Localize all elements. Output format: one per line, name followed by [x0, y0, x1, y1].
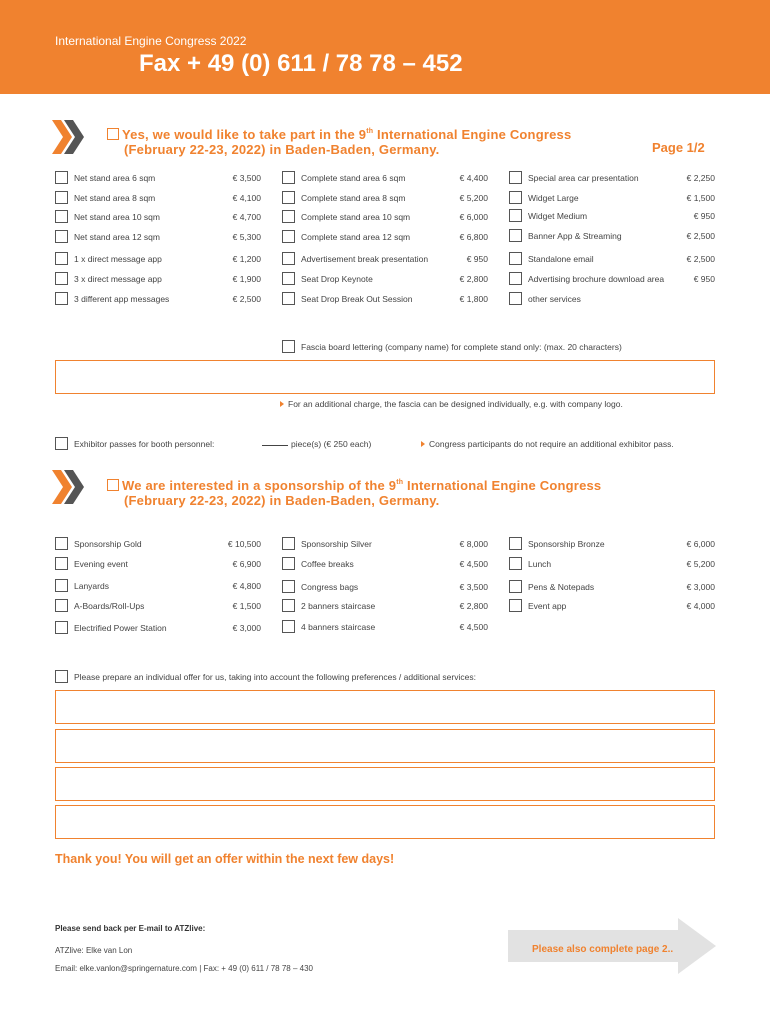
exhibitor-passes-option[interactable]: Exhibitor passes for booth personnel:	[55, 437, 255, 451]
participation-checkbox[interactable]	[107, 128, 119, 140]
checkbox[interactable]	[282, 210, 295, 223]
option-item[interactable]: Net stand area 10 sqm € 4,700	[55, 210, 261, 224]
checkbox[interactable]	[55, 272, 68, 285]
sponsor-item[interactable]: 4 banners staircase € 4,500	[282, 620, 488, 634]
checkbox[interactable]	[282, 171, 295, 184]
option-item[interactable]: Widget Medium € 950	[509, 209, 715, 223]
individual-offer-option[interactable]: Please prepare an individual offer for us, taking into account the following preferences / additional services:	[55, 670, 715, 684]
checkbox[interactable]	[509, 292, 522, 305]
checkbox[interactable]	[509, 171, 522, 184]
sponsor-item[interactable]: Sponsorship Gold € 10,500	[55, 537, 261, 551]
option-item[interactable]: Banner App & Streaming € 2,500	[509, 229, 715, 243]
checkbox[interactable]	[55, 537, 68, 550]
conference-name: International Engine Congress 2022	[55, 34, 247, 48]
sponsorship-checkbox[interactable]	[107, 479, 119, 491]
checkbox[interactable]	[282, 557, 295, 570]
sponsor-item[interactable]: A-Boards/Roll-Ups € 1,500	[55, 599, 261, 613]
checkbox[interactable]	[509, 537, 522, 550]
fax-number: Fax + 49 (0) 611 / 78 78 – 452	[139, 50, 463, 77]
option-item[interactable]: Special area car presentation € 2,250	[509, 171, 715, 185]
thank-you-message: Thank you! You will get an offer within the next few days!	[55, 852, 395, 866]
contact-name: ATZlive: Elke van Lon	[55, 946, 133, 955]
chevron-arrows-icon	[52, 470, 86, 504]
complete-page2-label: Please also complete page 2..	[532, 944, 674, 955]
option-item[interactable]: Complete stand area 10 sqm € 6,000	[282, 210, 488, 224]
sponsor-item[interactable]: Lanyards € 4,800	[55, 579, 261, 593]
send-back-title: Please send back per E-mail to ATZlive:	[55, 924, 206, 933]
checkbox[interactable]	[509, 252, 522, 265]
option-item[interactable]: Seat Drop Keynote € 2,800	[282, 272, 488, 286]
checkbox[interactable]	[509, 599, 522, 612]
sponsor-item[interactable]: Sponsorship Bronze € 6,000	[509, 537, 715, 551]
option-item[interactable]: Widget Large € 1,500	[509, 191, 715, 205]
preferences-input-1[interactable]	[55, 690, 715, 724]
option-item[interactable]: Seat Drop Break Out Session € 1,800	[282, 292, 488, 306]
sponsor-item[interactable]: Sponsorship Silver € 8,000	[282, 537, 488, 551]
checkbox[interactable]	[509, 557, 522, 570]
checkbox[interactable]	[509, 209, 522, 222]
option-item[interactable]: Complete stand area 8 sqm € 5,200	[282, 191, 488, 205]
checkbox[interactable]	[282, 537, 295, 550]
option-item[interactable]: 3 different app messages € 2,500	[55, 292, 261, 306]
checkbox[interactable]	[282, 252, 295, 265]
checkbox[interactable]	[55, 252, 68, 265]
checkbox[interactable]	[282, 191, 295, 204]
checkbox[interactable]	[55, 437, 68, 450]
sponsor-item[interactable]: Event app € 4,000	[509, 599, 715, 613]
sponsor-item[interactable]: Congress bags € 3,500	[282, 580, 488, 594]
fascia-option[interactable]: Fascia board lettering (company name) for complete stand only: (max. 20 characters)	[282, 340, 712, 354]
checkbox[interactable]	[55, 557, 68, 570]
option-item[interactable]: Net stand area 12 sqm € 5,300	[55, 230, 261, 244]
option-item[interactable]: 3 x direct message app € 1,900	[55, 272, 261, 286]
checkbox[interactable]	[55, 670, 68, 683]
checkbox[interactable]	[55, 292, 68, 305]
chevron-arrows-icon	[52, 120, 86, 154]
checkbox[interactable]	[282, 580, 295, 593]
checkbox[interactable]	[282, 292, 295, 305]
option-item[interactable]: 1 x direct message app € 1,200	[55, 252, 261, 266]
option-item[interactable]: Advertisement break presentation € 950	[282, 252, 488, 266]
checkbox[interactable]	[55, 599, 68, 612]
checkbox[interactable]	[509, 191, 522, 204]
checkbox[interactable]	[55, 210, 68, 223]
sponsor-item[interactable]: Pens & Notepads € 3,000	[509, 580, 715, 594]
header-banner	[0, 0, 770, 94]
checkbox[interactable]	[282, 620, 295, 633]
checkbox[interactable]	[55, 191, 68, 204]
option-item[interactable]: Standalone email € 2,500	[509, 252, 715, 266]
option-item[interactable]: Advertising brochure download area € 950	[509, 272, 715, 286]
option-item[interactable]: Net stand area 8 sqm € 4,100	[55, 191, 261, 205]
section-sponsorship-title: We are interested in a sponsorship of the 9th International Engine Congress (February 22-23, 2022) in Baden-Baden, Germany.	[107, 475, 601, 508]
checkbox[interactable]	[55, 171, 68, 184]
fascia-note: For an additional charge, the fascia can be designed individually, e.g. with company logo.	[280, 399, 623, 409]
contact-email: Email: elke.vanlon@springernature.com | Fax: + 49 (0) 611 / 78 78 – 430	[55, 964, 313, 973]
sponsor-item[interactable]: Electrified Power Station € 3,000	[55, 621, 261, 635]
section-participation-title: Yes, we would like to take part in the 9th International Engine Congress (February 22-23, 2022) in Baden-Baden, Germany.	[107, 124, 571, 157]
checkbox[interactable]	[282, 340, 295, 353]
checkbox[interactable]	[55, 230, 68, 243]
preferences-input-2[interactable]	[55, 729, 715, 763]
option-item[interactable]: Complete stand area 6 sqm € 4,400	[282, 171, 488, 185]
preferences-input-4[interactable]	[55, 805, 715, 839]
sponsor-item[interactable]: Coffee breaks € 4,500	[282, 557, 488, 571]
checkbox[interactable]	[55, 621, 68, 634]
option-item[interactable]: Complete stand area 12 sqm € 6,800	[282, 230, 488, 244]
option-item[interactable]: Net stand area 6 sqm € 3,500	[55, 171, 261, 185]
checkbox[interactable]	[282, 599, 295, 612]
checkbox[interactable]	[509, 580, 522, 593]
page-number: Page 1/2	[652, 140, 705, 155]
checkbox[interactable]	[509, 229, 522, 242]
checkbox[interactable]	[282, 272, 295, 285]
checkbox[interactable]	[282, 230, 295, 243]
fascia-lettering-input[interactable]	[55, 360, 715, 394]
exhibitor-note: Congress participants do not require an additional exhibitor pass.	[421, 439, 674, 449]
sponsor-item[interactable]: 2 banners staircase € 2,800	[282, 599, 488, 613]
sponsor-item[interactable]: Lunch € 5,200	[509, 557, 715, 571]
exhibitor-pieces-field[interactable]: piece(s) (€ 250 each)	[262, 439, 371, 449]
preferences-input-3[interactable]	[55, 767, 715, 801]
checkbox[interactable]	[55, 579, 68, 592]
complete-page2-arrow[interactable]	[508, 918, 716, 974]
option-item[interactable]: other services	[509, 292, 715, 306]
sponsor-item[interactable]: Evening event € 6,900	[55, 557, 261, 571]
checkbox[interactable]	[509, 272, 522, 285]
